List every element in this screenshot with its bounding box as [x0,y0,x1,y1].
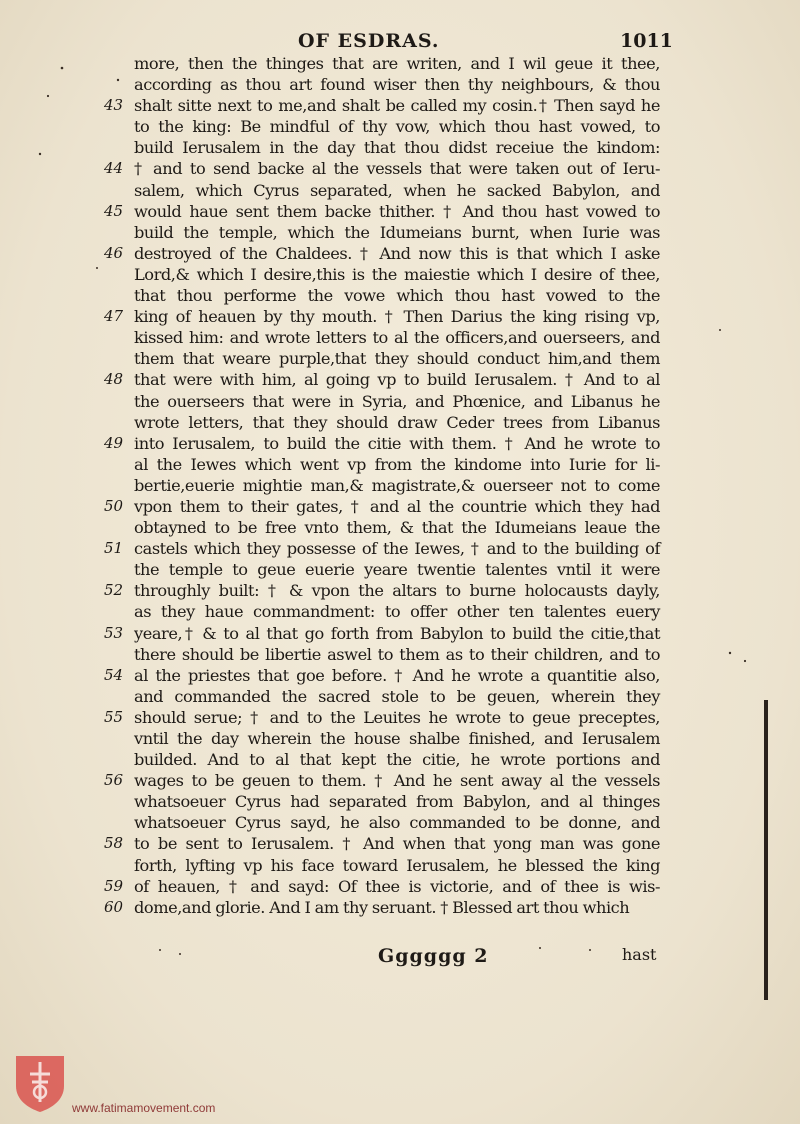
line-text: should serue; † and to the Leuites he wrote to geue preceptes, [134,707,660,727]
verse-number: 54 [104,665,124,684]
line-text: yeare,† & to al that go forth from Babylon to build the citie,that [134,623,660,643]
line-text: to the king: Be mindful of thy vow, which thou hast vowed, to [134,117,660,137]
line-text: into Ierusalem, to build the citie with them. † And he wrote to [134,433,660,453]
line-text: that thou performe the vowe which thou hast vowed to the [134,286,660,306]
verse-number: 44 [104,159,124,178]
verse-number: 56 [104,771,124,790]
line-text: builded. And to al that kept the citie, he wrote portions and [134,750,660,770]
line-text: the ouerseers that were in Syria, and Phœnice, and Libanus he [134,391,660,411]
line-text: destroyed of the Chaldees. † And now this is that which I aske [134,243,660,263]
line-text: king of heauen by thy mouth. † Then Darius the king rising vp, [134,307,660,327]
line-text: forth, lyfting vp his face toward Ierusalem, he blessed the king [134,855,660,875]
verse-number: 47 [104,307,124,326]
line-text: whatsoeuer Cyrus sayd, he also commanded to be donne, and [134,813,660,833]
verse-number: 46 [104,243,124,262]
verse-number: 48 [104,370,124,389]
fatima-movement-logo [12,1052,68,1114]
line-text: vntil the day wherein the house shalbe finished, and Ierusalem [134,729,660,748]
line-text: whatsoeuer Cyrus had separated from Babylon, and al thinges [134,792,660,812]
line-text: obtayned to be free vnto them, & that the Idumeians leaue the [134,518,660,538]
verse-number: 53 [104,623,124,642]
verse-number: 59 [104,876,124,895]
verse-number: 51 [104,539,124,558]
line-text: more, then the thinges that are writen, and I wil geue it thee, [134,54,660,73]
line-text: and commanded the sacred stole to be geuen, wherein they [134,686,660,706]
line-text: shalt sitte next to me,and shalt be called my cosin.† Then sayd he [134,96,660,116]
line-text: castels which they possesse of the Iewes, † and to the building of [134,539,660,559]
line-text: according as thou art found wiser then thy neighbours, & thou [134,75,660,95]
watermark-url: www.fatimamovement.com [72,1101,216,1115]
page-number: 1011 [620,30,673,52]
signature-mark: Gggggg 2 [378,945,489,967]
line-text: bertie,euerie mightie man,& magistrate,& ouerseer not to come [134,475,660,495]
line-text: dome,and glorie. And I am thy seruant. † Blessed art thou which [134,897,630,917]
verse-number: 58 [104,834,124,853]
line-text: Lord,& which I desire,this is the maiestie which I desire of thee, [134,264,660,284]
catchword: hast [622,945,657,964]
line-text: that were with him, al going vp to build Ierusalem. † And to al [134,370,660,390]
line-text: kissed him: and wrote letters to al the officers,and ouerseers, and [134,328,660,348]
line-text: there should be libertie aswel to them as to their children, and to [134,644,660,664]
line-text: salem, which Cyrus separated, when he sacked Babylon, and [134,180,660,200]
line-text: build the temple, which the Idumeians burnt, when Iurie was [134,222,660,242]
line-text: would haue sent them backe thither. † And thou hast vowed to [134,201,660,221]
line-text: wages to be geuen to them. † And he sent away al the vessels [134,771,660,791]
line-text: to be sent to Ierusalem. † And when that yong man was gone [134,834,660,854]
line-text: them that weare purple,that they should conduct him,and them [134,349,660,369]
line-text: † and to send backe al the vessels that were taken out of Ieru- [134,159,660,179]
verse-number: 43 [104,96,124,115]
verse-number: 50 [104,496,124,515]
verse-number: 49 [104,433,124,452]
line-text: wrote letters, that they should draw Ceder trees from Libanus [134,412,660,432]
verse-number: 45 [104,201,124,220]
line-text: build Ierusalem in the day that thou didst receiue the kindom: [134,138,660,158]
line-text: the temple to geue euerie yeare twentie talentes vntil it were [134,560,660,580]
line-text: as they haue commandment: to offer other ten talentes euery [134,602,660,622]
running-header: OF ESDRAS. [298,30,440,52]
verse-number: 52 [104,581,124,600]
line-text: vpon them to their gates, † and al the countrie which they had [134,496,660,516]
line-text: of heauen, † and sayd: Of thee is victorie, and of thee is wis- [134,876,660,896]
line-text: throughly built: † & vpon the altars to burne holocausts dayly, [134,581,660,601]
verse-number: 60 [104,897,124,916]
line-text: al the priestes that goe before. † And he wrote a quantitie also, [134,665,660,685]
verse-number: 55 [104,707,124,726]
line-text: al the Iewes which went vp from the kindome into Iurie for li- [134,454,660,474]
